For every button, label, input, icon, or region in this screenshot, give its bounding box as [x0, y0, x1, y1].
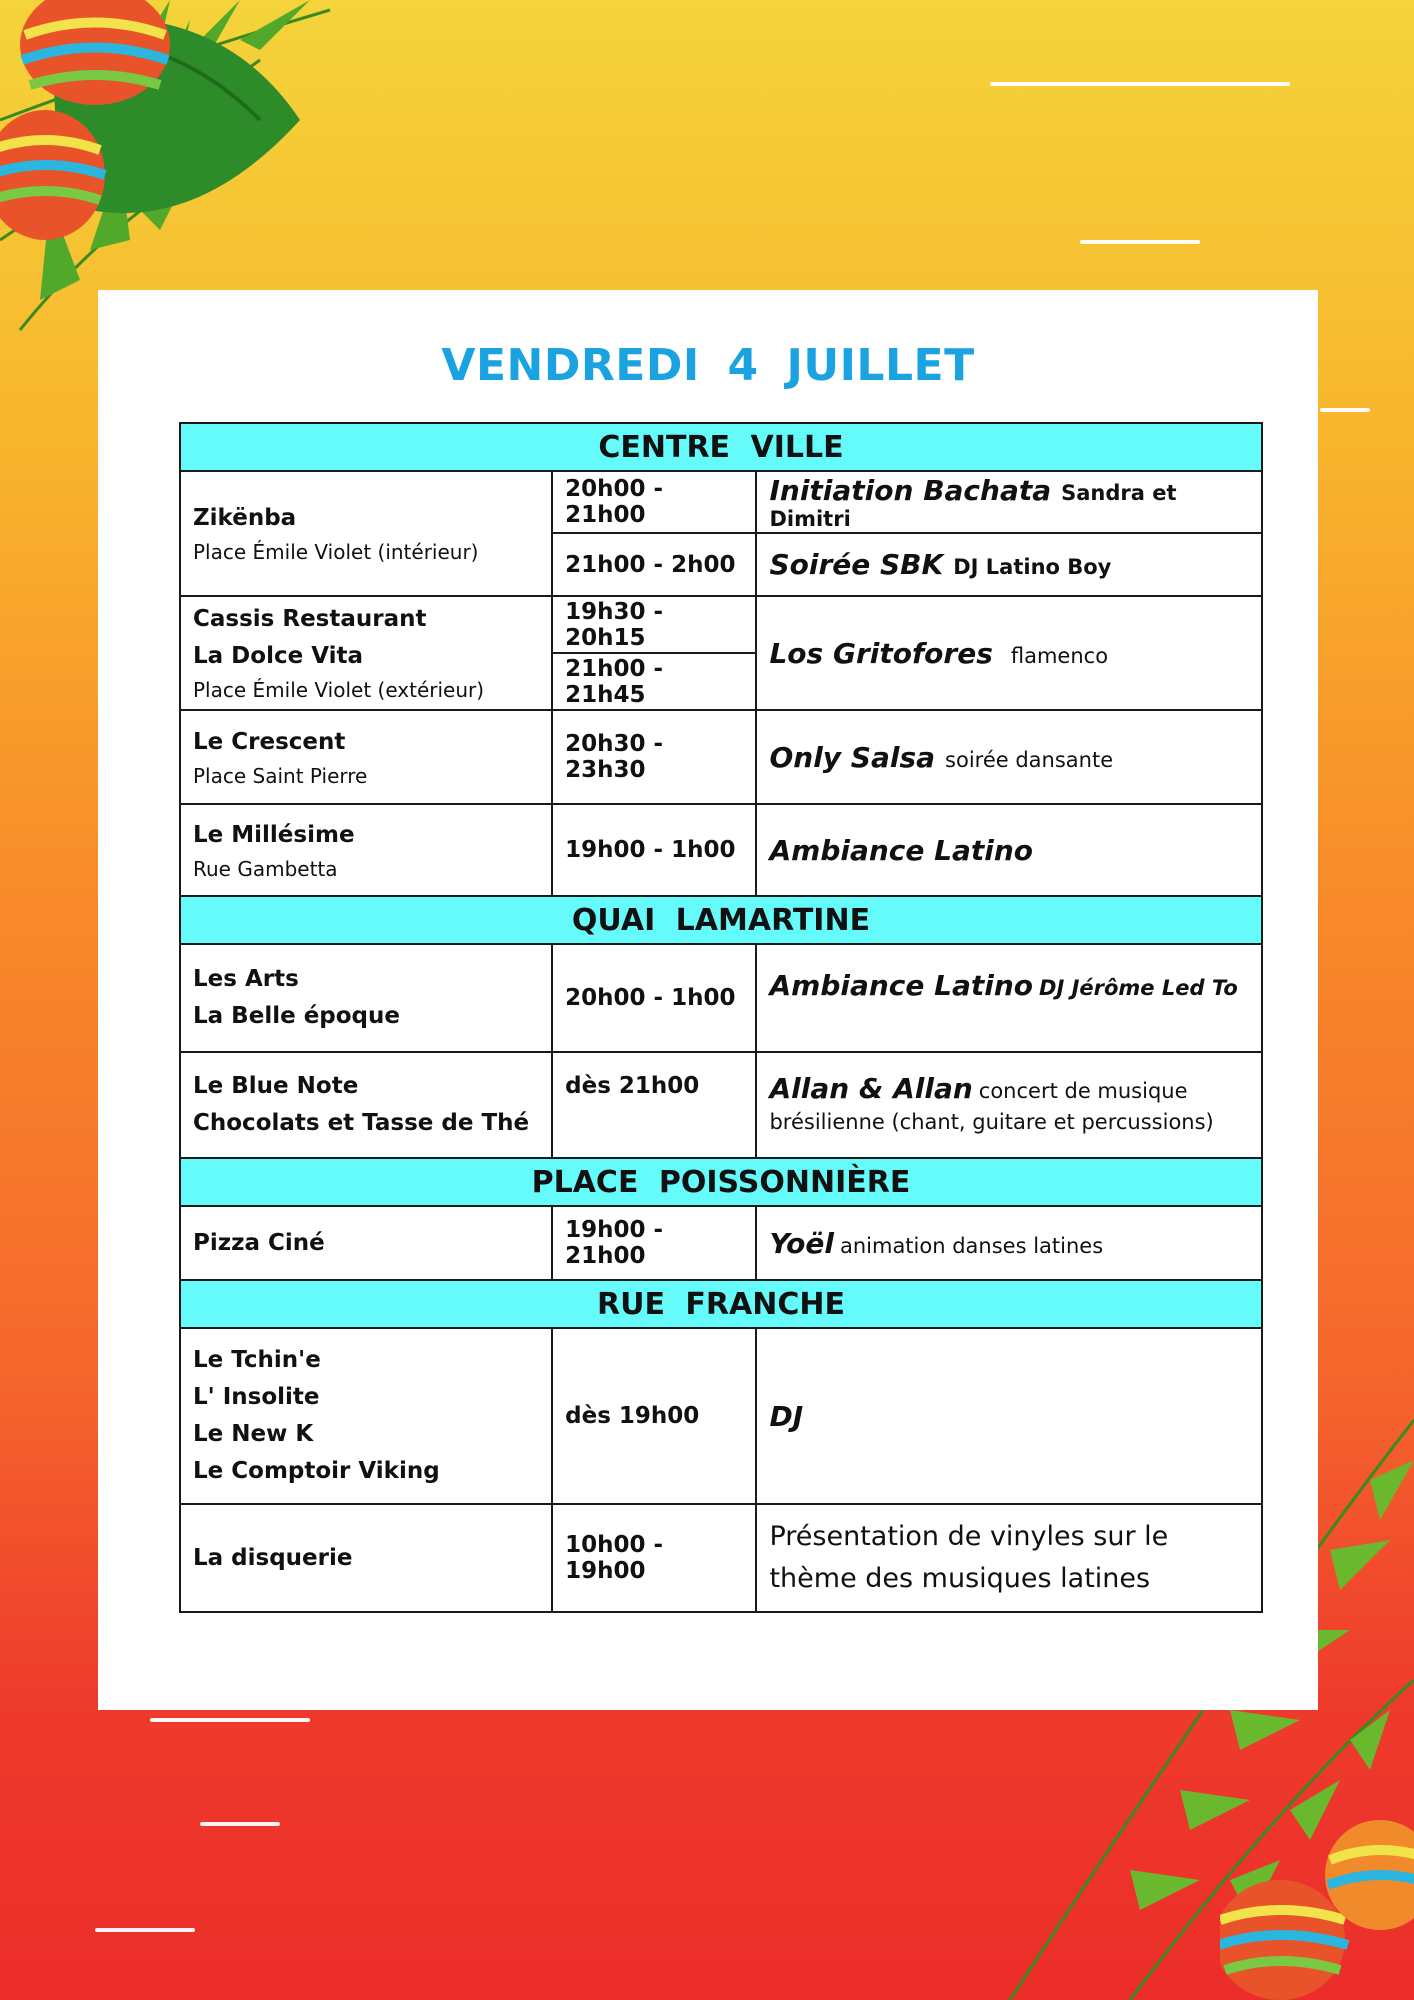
brush-stroke	[990, 82, 1290, 86]
venue-place: Place Saint Pierre	[193, 763, 368, 788]
table-row	[180, 596, 1262, 653]
venue-name: La Belle époque	[193, 1003, 400, 1029]
event-cell	[756, 1052, 1262, 1158]
table-row	[180, 944, 1262, 1052]
venue-name: L' Insolite	[193, 1384, 320, 1410]
venue-name: Le Blue Note	[193, 1073, 359, 1099]
table-row	[180, 1328, 1262, 1504]
time-cell: 20h30 - 23h30	[552, 710, 756, 804]
event-cell	[756, 804, 1262, 896]
time-cell: 21h00 - 21h45	[552, 653, 756, 710]
section-header	[180, 1280, 1262, 1328]
brush-stroke	[150, 1718, 310, 1722]
venue-cell	[180, 1328, 552, 1504]
event-cell	[756, 1328, 1262, 1504]
event-detail: flamenco	[1010, 643, 1109, 668]
event-name: Initiation Bachata	[769, 473, 1052, 507]
time-cell: 19h00 - 21h00	[552, 1206, 756, 1280]
time-cell: 21h00 - 2h00	[552, 533, 756, 596]
time-cell: 20h00 - 1h00	[552, 944, 756, 1052]
venue-name: Le Millésime	[193, 821, 355, 848]
event-detail: concert de musique	[978, 1078, 1188, 1103]
brush-stroke	[200, 1822, 280, 1826]
maracas-bottom-right	[1220, 1810, 1414, 2000]
section-title: QUAI LAMARTINE	[180, 896, 1262, 944]
page-title: VENDREDI 4 JUILLET	[441, 340, 975, 391]
event-name: Ambiance Latino	[769, 969, 1034, 1002]
venue-cell	[180, 1052, 552, 1158]
section-header	[180, 423, 1262, 471]
venue-cell	[180, 1504, 552, 1612]
time-cell: dès 19h00	[552, 1328, 756, 1504]
event-name: Yoël	[769, 1226, 834, 1260]
event-cell	[756, 471, 1262, 533]
table-row	[180, 1052, 1262, 1158]
event-name: Allan & Allan	[769, 1071, 973, 1105]
venue-name: Pizza Ciné	[193, 1229, 325, 1256]
schedule-card	[98, 290, 1318, 1710]
event-detail: DJ Jérôme Led To	[1039, 976, 1238, 1000]
venue-cell	[180, 471, 552, 596]
brush-stroke	[1080, 240, 1200, 244]
event-cell	[756, 596, 1262, 710]
table-row	[180, 710, 1262, 804]
venue-name: Le Comptoir Viking	[193, 1458, 440, 1484]
event-description: thème des musiques latines	[769, 1563, 1151, 1594]
brush-stroke	[1320, 408, 1370, 412]
section-title: PLACE POISSONNIÈRE	[180, 1158, 1262, 1206]
venue-name: Cassis Restaurant	[193, 606, 427, 632]
event-name: Ambiance Latino	[769, 833, 1034, 867]
event-detail: soirée dansante	[945, 747, 1114, 772]
event-cell	[756, 710, 1262, 804]
venue-cell	[180, 596, 552, 710]
venue-name: Zikënba	[193, 505, 297, 531]
event-name: DJ	[769, 1399, 804, 1433]
venue-place: Rue Gambetta	[193, 856, 338, 881]
venue-name: Le Crescent	[193, 728, 346, 755]
table-row	[180, 804, 1262, 896]
schedule-table	[179, 422, 1263, 1613]
event-cell	[756, 944, 1262, 1052]
venue-name: Le Tchin'e	[193, 1347, 321, 1373]
table-row	[180, 471, 1262, 533]
section-header	[180, 896, 1262, 944]
venue-place: Place Émile Violet (intérieur)	[193, 540, 479, 564]
event-detail-continued: brésilienne (chant, guitare et percussions)	[769, 1109, 1214, 1134]
event-name: Los Gritofores	[769, 636, 993, 670]
time-cell: 19h30 - 20h15	[552, 596, 756, 653]
time-cell: 20h00 - 21h00	[552, 471, 756, 533]
brush-stroke	[95, 1928, 195, 1932]
event-name: Only Salsa	[769, 740, 936, 774]
venue-cell	[180, 804, 552, 896]
venue-name: Les Arts	[193, 966, 299, 992]
event-cell	[756, 1504, 1262, 1612]
venue-place: Place Émile Violet (extérieur)	[193, 678, 485, 702]
venue-cell	[180, 944, 552, 1052]
venue-cell	[180, 1206, 552, 1280]
section-title: CENTRE VILLE	[180, 423, 1262, 471]
event-cell	[756, 533, 1262, 596]
venue-name: La Dolce Vita	[193, 643, 363, 669]
time-cell: dès 21h00	[552, 1052, 756, 1158]
venue-name: La disquerie	[193, 1544, 353, 1571]
table-row	[180, 1504, 1262, 1612]
event-detail: Sandra et Dimitri	[769, 480, 1177, 531]
time-cell: 19h00 - 1h00	[552, 804, 756, 896]
venue-name: Chocolats et Tasse de Thé	[193, 1110, 530, 1136]
venue-name: Le New K	[193, 1421, 314, 1447]
section-header	[180, 1158, 1262, 1206]
event-description: Présentation de vinyles sur le	[769, 1521, 1169, 1552]
maracas-top-left	[0, 0, 180, 260]
venue-cell	[180, 710, 552, 804]
event-name: Soirée SBK	[769, 548, 944, 581]
table-row	[180, 1206, 1262, 1280]
event-detail: animation danses latines	[839, 1233, 1104, 1258]
event-detail: DJ Latino Boy	[953, 555, 1112, 579]
time-cell: 10h00 - 19h00	[552, 1504, 756, 1612]
section-title: RUE FRANCHE	[180, 1280, 1262, 1328]
event-cell	[756, 1206, 1262, 1280]
